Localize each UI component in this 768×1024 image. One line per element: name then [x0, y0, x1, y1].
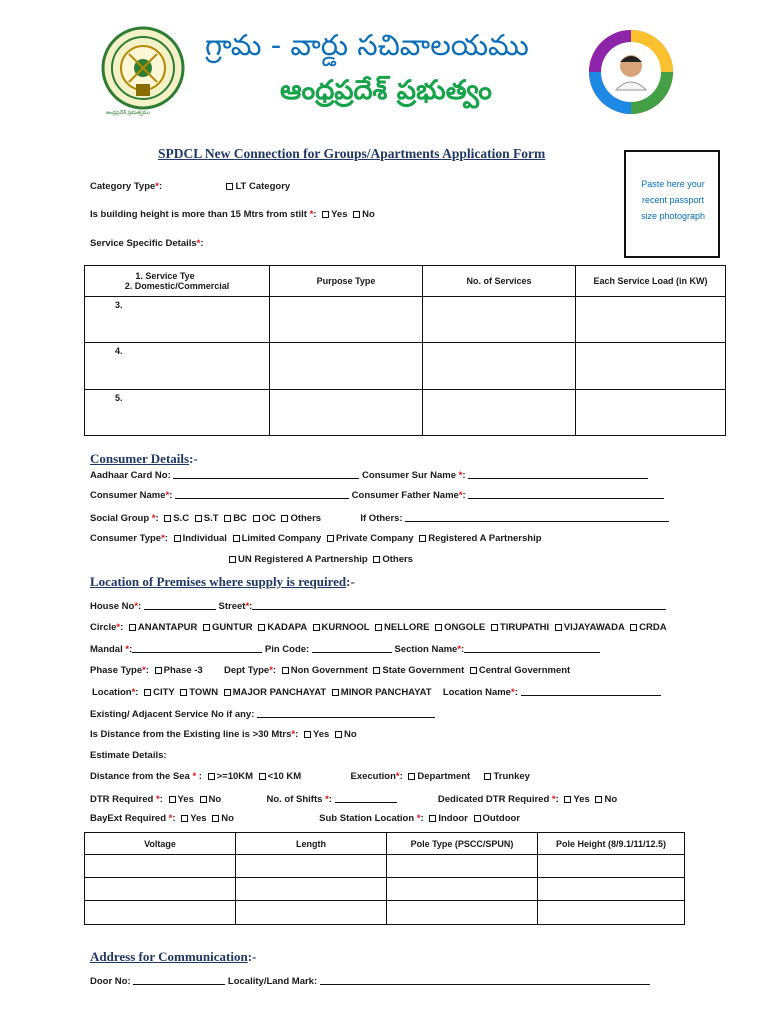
voltage-table — [84, 832, 685, 925]
house-no-input[interactable] — [144, 600, 216, 610]
if-others-label: If Others: — [360, 513, 403, 524]
house-street-row: House No*: Street*: — [90, 600, 666, 612]
service-table — [84, 265, 726, 436]
distance-sea-label: Distance from the Sea — [90, 771, 190, 782]
sc-label: S.C — [173, 513, 190, 524]
table-cell[interactable] — [423, 343, 576, 390]
no-label: No — [343, 729, 357, 740]
required-asterisk: * — [161, 533, 165, 544]
required-asterisk: * — [510, 687, 515, 698]
dedicated-dtr-label: Dedicated DTR Required — [437, 794, 550, 805]
table-row — [85, 901, 685, 925]
required-asterisk: * — [196, 238, 201, 249]
private-company-checkbox[interactable] — [327, 535, 334, 542]
circle-checkbox[interactable] — [555, 624, 562, 631]
table-cell[interactable] — [387, 901, 538, 925]
circle-checkbox[interactable] — [630, 624, 637, 631]
yes-label: Yes — [312, 729, 330, 740]
registered-partnership-checkbox[interactable] — [419, 535, 426, 542]
section-name-input[interactable] — [464, 643, 600, 653]
indoor-label: Indoor — [438, 813, 468, 824]
existing-service-label: Existing/ Adjacent Service No if any: — [90, 709, 255, 720]
service-load-header: Each Service Load (in KW) — [576, 266, 726, 297]
father-name-label: Consumer Father Name — [351, 490, 459, 501]
circle-option: NELLORE — [384, 622, 430, 633]
bc-checkbox[interactable] — [224, 515, 231, 522]
dedicated-dtr-no-checkbox[interactable] — [595, 796, 602, 803]
category-type-label: Category Type — [90, 181, 156, 192]
door-no-label: Door No: — [90, 976, 131, 987]
mandal-input[interactable] — [132, 643, 262, 653]
required-asterisk: * — [125, 644, 130, 655]
father-name-input[interactable] — [468, 489, 664, 499]
required-asterisk: * — [192, 771, 197, 782]
circle-checkbox[interactable] — [203, 624, 210, 631]
house-no-label: House No — [90, 601, 135, 612]
circle-option: TIRUPATHI — [499, 622, 550, 633]
row-number: 5. — [115, 393, 123, 403]
sea-lt10-label: <10 KM — [267, 771, 302, 782]
circle-checkbox[interactable] — [313, 624, 320, 631]
dtr-row: DTR Required *: Yes No No. of Shifts *: Dedicated DTR Required *: Yes No — [90, 794, 618, 805]
yes-label: Yes — [190, 813, 207, 824]
emblem-caption: ఆంధ్రప్రదేశ్ ప్రభుత్వము — [106, 110, 150, 116]
sea-gte10-label: >=10KM — [216, 771, 254, 782]
required-asterisk: * — [309, 209, 314, 220]
building-height-row: Is building height is more than 15 Mtrs from stilt *: Yes No — [90, 209, 375, 220]
required-asterisk: * — [457, 644, 462, 655]
trunkey-checkbox[interactable] — [484, 773, 491, 780]
circle-row: Circle*: ANANTAPUR GUNTUR KADAPA KURNOOL NELLORE ONGOLE TIRUPATHI VIJAYAWADA CRDA — [90, 622, 667, 633]
consumer-name-row: Consumer Name*: Consumer Father Name*: — [90, 489, 664, 501]
consumer-type-row: Consumer Type*: Individual Limited Company Private Company Registered A Partnership — [90, 533, 542, 544]
mandal-label: Mandal — [90, 644, 123, 655]
non-government-label: Non Government — [290, 665, 368, 676]
table-cell[interactable] — [538, 901, 685, 925]
table-cell[interactable] — [576, 297, 726, 343]
oc-checkbox[interactable] — [253, 515, 260, 522]
heading-suffix: :- — [247, 949, 257, 964]
photo-box-text: Paste here your recent passport size photograph — [640, 179, 706, 221]
city-label: CITY — [153, 687, 175, 698]
row-number: 4. — [115, 346, 123, 356]
distance-existing-label: Is Distance from the Existing line is >30 Mtrs — [90, 729, 292, 740]
execution-label: Execution — [350, 771, 396, 782]
required-asterisk: * — [269, 665, 273, 676]
aadhaar-input[interactable] — [173, 469, 359, 479]
aadhaar-label: Aadhaar Card No: — [90, 470, 171, 481]
lt-category-checkbox[interactable] — [226, 183, 233, 190]
premises-heading — [90, 574, 355, 590]
existing-service-row — [90, 708, 435, 720]
no-label: No — [208, 794, 222, 805]
required-asterisk: * — [325, 794, 329, 805]
circle-checkbox[interactable] — [129, 624, 136, 631]
building-height-label: Is building height is more than 15 Mtrs from stilt — [90, 209, 307, 220]
sea-gte10-checkbox[interactable] — [208, 773, 215, 780]
others-type-checkbox[interactable] — [373, 556, 380, 563]
social-group-row: Social Group *: S.C S.T BC OC Others If Others: — [90, 512, 669, 524]
st-checkbox[interactable] — [195, 515, 202, 522]
consumer-type-label: Consumer Type — [90, 533, 162, 544]
registered-partnership-label: Registered A Partnership — [428, 533, 542, 544]
street-input[interactable] — [252, 600, 666, 610]
yes-label: Yes — [177, 794, 194, 805]
non-government-checkbox[interactable] — [282, 667, 289, 674]
table-cell[interactable] — [236, 878, 387, 901]
city-checkbox[interactable] — [144, 689, 151, 696]
row-number: 3. — [115, 300, 123, 310]
required-asterisk: * — [395, 771, 400, 782]
individual-checkbox[interactable] — [174, 535, 181, 542]
major-panchayat-checkbox[interactable] — [224, 689, 231, 696]
department-checkbox[interactable] — [408, 773, 415, 780]
lt-category-label: LT Category — [235, 181, 291, 192]
indoor-checkbox[interactable] — [429, 815, 436, 822]
individual-label: Individual — [182, 533, 227, 544]
required-asterisk: * — [116, 622, 121, 633]
phase-3-checkbox[interactable] — [155, 667, 162, 674]
major-panchayat-label: MAJOR PANCHAYAT — [232, 687, 327, 698]
dtr-required-label: DTR Required — [90, 794, 154, 805]
required-asterisk: * — [168, 813, 173, 824]
outdoor-label: Outdoor — [482, 813, 520, 824]
table-cell[interactable] — [576, 343, 726, 390]
pole-type-header: Pole Type (PSCC/SPUN) — [387, 833, 538, 855]
required-asterisk: * — [155, 794, 160, 805]
service-specific-label: Service Specific Details — [90, 238, 197, 249]
required-asterisk: * — [291, 729, 296, 740]
circle-checkbox[interactable] — [375, 624, 382, 631]
phase-type-label: Phase Type — [90, 665, 143, 676]
limited-company-checkbox[interactable] — [233, 535, 240, 542]
dtr-yes-checkbox[interactable] — [169, 796, 176, 803]
distance-yes-checkbox[interactable] — [304, 731, 311, 738]
circle-option: KADAPA — [267, 622, 307, 633]
no-label: No — [221, 813, 234, 824]
bayext-no-checkbox[interactable] — [212, 815, 219, 822]
circle-checkbox[interactable] — [258, 624, 265, 631]
others-label: Others — [290, 513, 322, 524]
required-asterisk: * — [142, 665, 146, 676]
town-checkbox[interactable] — [180, 689, 187, 696]
table-cell[interactable] — [85, 390, 270, 436]
dept-type-label: Dept Type — [223, 665, 270, 676]
table-cell[interactable] — [85, 855, 236, 878]
building-height-yes-checkbox[interactable] — [322, 211, 329, 218]
mandal-row: Mandal *: Pin Code: Section Name*: — [90, 643, 600, 655]
table-row — [85, 297, 726, 343]
others-checkbox[interactable] — [281, 515, 288, 522]
table-cell[interactable] — [387, 855, 538, 878]
form-title: SPDCL New Connection for Groups/Apartments Application Form — [158, 146, 546, 161]
table-cell[interactable] — [423, 390, 576, 436]
header-title-line2: ఆంధ్రప్రదేశ్ ప్రభుత్వం — [280, 75, 492, 106]
door-no-input[interactable] — [133, 975, 225, 985]
phase-3-label: Phase -3 — [163, 665, 203, 676]
service-type-header-line1: 1. Service Tye — [135, 271, 195, 281]
dedicated-dtr-yes-checkbox[interactable] — [564, 796, 571, 803]
pin-code-label: Pin Code: — [264, 644, 310, 655]
location-name-label: Location Name — [442, 687, 511, 698]
table-cell[interactable] — [538, 855, 685, 878]
consumer-name-input[interactable] — [175, 489, 349, 499]
service-type-header-line2: 2. Domestic/Commercial — [124, 281, 230, 291]
table-cell[interactable] — [387, 878, 538, 901]
pin-code-input[interactable] — [312, 643, 392, 653]
bc-label: BC — [233, 513, 247, 524]
yes-label: Yes — [573, 794, 590, 805]
consumer-details-heading — [90, 451, 198, 467]
aadhaar-row: Aadhaar Card No: Consumer Sur Name *: — [90, 469, 648, 481]
table-cell[interactable] — [270, 390, 423, 436]
substation-label: Sub Station Location — [319, 813, 415, 824]
length-header: Length — [236, 833, 387, 855]
address-heading-text: Address for Communication — [90, 949, 248, 964]
if-others-input[interactable] — [405, 512, 669, 522]
table-cell[interactable] — [423, 297, 576, 343]
sea-execution-row: Distance from the Sea * : >=10KM <10 KM Execution*: Department Trunkey — [90, 771, 530, 782]
sea-lt10-checkbox[interactable] — [259, 773, 266, 780]
bayext-row: BayExt Required *: Yes No Sub Station Location *: Indoor Outdoor — [90, 813, 520, 824]
phase-dept-row: Phase Type*: Phase -3 Dept Type*: Non Government State Government Central Government — [90, 665, 571, 676]
required-asterisk: * — [458, 470, 463, 481]
required-asterisk: * — [458, 490, 463, 501]
required-asterisk: * — [151, 513, 156, 524]
table-row — [85, 390, 726, 436]
unregistered-partnership-label: UN Registered A Partnership — [238, 554, 368, 565]
table-cell[interactable] — [576, 390, 726, 436]
department-label: Department — [417, 771, 471, 782]
central-government-checkbox[interactable] — [470, 667, 477, 674]
table-cell[interactable] — [85, 297, 270, 343]
circle-option: VIJAYAWADA — [563, 622, 625, 633]
circle-checkbox[interactable] — [491, 624, 498, 631]
required-asterisk: * — [134, 601, 139, 612]
required-asterisk: * — [131, 687, 136, 698]
surname-label: Consumer Sur Name — [362, 470, 457, 481]
existing-service-input[interactable] — [257, 708, 435, 718]
bayext-yes-checkbox[interactable] — [181, 815, 188, 822]
consumer-name-label: Consumer Name — [90, 490, 166, 501]
trunkey-label: Trunkey — [493, 771, 530, 782]
table-row — [85, 878, 685, 901]
state-emblem — [96, 24, 190, 120]
circle-option: ONGOLE — [444, 622, 486, 633]
required-asterisk: * — [155, 181, 159, 192]
outdoor-checkbox[interactable] — [474, 815, 481, 822]
location-row: Location*: CITY TOWN MAJOR PANCHAYAT MINOR PANCHAYAT Location Name*: — [92, 686, 661, 698]
consumer-details-heading-text: Consumer Details — [90, 451, 190, 466]
service-specific-row: Service Specific Details*: — [90, 238, 204, 249]
no-label: No — [362, 209, 375, 220]
no-of-services-header: No. of Services — [423, 266, 576, 297]
table-cell[interactable] — [270, 343, 423, 390]
table-cell[interactable] — [270, 297, 423, 343]
building-height-no-checkbox[interactable] — [353, 211, 360, 218]
table-cell[interactable] — [236, 855, 387, 878]
header-title-line1: గ్రామ - వార్డు సచివాలయము — [205, 28, 529, 62]
door-locality-row — [90, 975, 650, 987]
required-asterisk: * — [551, 794, 556, 805]
service-type-header — [85, 266, 270, 297]
no-label: No — [604, 794, 618, 805]
table-row — [85, 855, 685, 878]
st-label: S.T — [203, 513, 219, 524]
locality-input[interactable] — [320, 975, 650, 985]
street-label: Street — [218, 601, 246, 612]
table-cell[interactable] — [85, 343, 270, 390]
purpose-type-header: Purpose Type — [270, 266, 423, 297]
location-label: Location — [92, 687, 132, 698]
others-type-label: Others — [382, 554, 413, 565]
premises-heading-text: Location of Premises where supply is required — [90, 574, 347, 589]
surname-input[interactable] — [468, 469, 648, 479]
required-asterisk: * — [416, 813, 421, 824]
required-asterisk: * — [245, 601, 250, 612]
required-asterisk: * — [165, 490, 170, 501]
unregistered-partnership-checkbox[interactable] — [229, 556, 236, 563]
social-group-label: Social Group — [90, 513, 150, 524]
limited-company-label: Limited Company — [241, 533, 322, 544]
central-government-label: Central Government — [478, 665, 571, 676]
distance-no-checkbox[interactable] — [335, 731, 342, 738]
oc-label: OC — [261, 513, 276, 524]
circle-option: GUNTUR — [212, 622, 253, 633]
minor-panchayat-checkbox[interactable] — [332, 689, 339, 696]
distance-existing-row: Is Distance from the Existing line is >30 Mtrs*: Yes No — [90, 729, 357, 740]
section-name-label: Section Name — [394, 644, 458, 655]
circle-checkbox[interactable] — [435, 624, 442, 631]
category-type-row: Category Type*: LT Category — [90, 181, 291, 192]
state-government-label: State Government — [382, 665, 465, 676]
dtr-no-checkbox[interactable] — [200, 796, 207, 803]
table-cell[interactable] — [85, 901, 236, 925]
private-company-label: Private Company — [335, 533, 414, 544]
voltage-header: Voltage — [85, 833, 236, 855]
pole-height-header: Pole Height (8/9.1/11/12.5) — [538, 833, 685, 855]
table-cell[interactable] — [85, 878, 236, 901]
table-cell[interactable] — [538, 878, 685, 901]
town-label: TOWN — [189, 687, 219, 698]
no-of-shifts-label: No. of Shifts — [266, 794, 323, 805]
table-row — [85, 343, 726, 390]
photo-box — [624, 150, 720, 258]
circle-option: KURNOOL — [321, 622, 370, 633]
circle-label: Circle — [90, 622, 117, 633]
locality-label: Locality/Land Mark: — [227, 976, 318, 987]
state-government-checkbox[interactable] — [373, 667, 380, 674]
yes-label: Yes — [331, 209, 348, 220]
no-of-shifts-input[interactable] — [335, 793, 397, 803]
circle-option: ANANTAPUR — [137, 622, 198, 633]
consumer-type-row-2 — [226, 554, 413, 565]
cm-photo-badge — [586, 26, 676, 118]
sc-checkbox[interactable] — [164, 515, 171, 522]
address-heading — [90, 949, 256, 965]
bayext-label: BayExt Required — [90, 813, 167, 824]
heading-suffix: :- — [346, 574, 355, 589]
circle-option: CRDA — [639, 622, 667, 633]
minor-panchayat-label: MINOR PANCHAYAT — [340, 687, 432, 698]
location-name-input[interactable] — [521, 686, 661, 696]
table-cell[interactable] — [236, 901, 387, 925]
heading-suffix: :- — [189, 451, 198, 466]
estimate-details-label: Estimate Details: — [90, 750, 167, 761]
